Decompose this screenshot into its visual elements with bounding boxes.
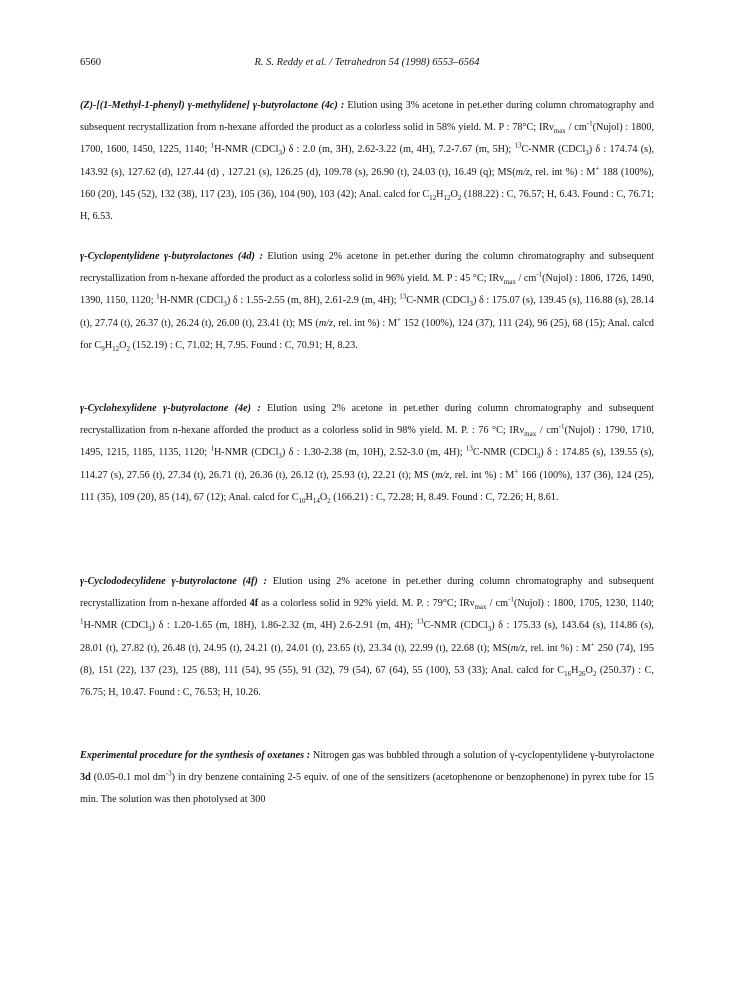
compound-title-4d: γ-Cyclopentylidene γ-butyrolactones (4d) : xyxy=(80,251,263,262)
paragraph-body-4d: Elution using 2% acetone in pet.ether during the column chromatography and subsequent recrystallization from n-hexane afforded the product as a colorless solid in 96% yield. M. P : 45 °C; $IR\nu_{max} / cm^{-1}(Nujol)$ : 1806, 1726, 1490, 1390, 1150, 1120; $^1$H-NMR (CDCl$_3$) δ : 1.55-2.55 (m, 8H), 2.61-2.9 (m, 4H); $^{13}$C-NMR (CDCl$_3$) δ : 175.07 (s), 139.45 (s), 116.88 (s), 28.14 (t), 27.74 (t), 26.37 (t), 26.24 (t), 26.00 (t), 23.41 (t); MS (m/z, rel. int %) : M+ 152 (100%), 124 (37), 111 (24), 96 (25), 68 (15); Anal. calcd for $C_9H_{12}O_2$ (152.19) : C, 71.02; H, 7.95. Found : C, 70.91; H, 8.23. xyxy=(80,251,654,353)
paragraph-4c xyxy=(80,95,654,228)
page-header xyxy=(80,57,654,73)
paragraph-oxetane-procedure xyxy=(80,745,654,812)
compound-title-4c: (Z)-[(1-Methyl-1-phenyl) γ-methylidene] γ-butyrolactone (4c) : xyxy=(80,100,345,111)
compound-title-4f: γ-Cyclododecylidene γ-butyrolactone (4f) : xyxy=(80,576,267,587)
paragraph-4e xyxy=(80,398,654,509)
procedure-title: Experimental procedure for the synthesis of oxetanes : xyxy=(80,750,311,761)
compound-title-4e: γ-Cyclohexylidene γ-butyrolactone (4e) : xyxy=(80,403,261,414)
paragraph-body-4c: Elution using 3% acetone in pet.ether during column chromatography and subsequent recrystallization from n-hexane afforded the product as a colorless solid in 58% yield. M. P : 78°C; $IR\nu_{max} / cm^{-1}(Nujol)$ : 1800, 1700, 1600, 1450, 1225, 1140; $^1$H-NMR (CDCl$_3$) δ : 2.0 (m, 3H), 2.62-3.22 (m, 4H), 7.2-7.67 (m, 5H); $^{13}$C-NMR (CDCl$_3$) δ : 174.74 (s), 143.92 (s), 127.62 (d), 127.44 (d) , 127.21 (s), 126.25 (d), 109.78 (s), 26.90 (t), 24.03 (t), 16.49 (q); MS(m/z, rel. int %) : M+ 188 (100%), 160 (20), 145 (52), 132 (38), 117 (23), 105 (36), 104 (90), 103 (42); Anal. calcd for $C_{12}H_{12}O_2$ (188.22) : C, 76.57; H, 6.43. Found : C, 76.71; H, 6.53. xyxy=(80,100,655,223)
paragraph-4f xyxy=(80,571,654,704)
paragraph-body-procedure: Nitrogen gas was bubbled through a solution of γ-cyclopentylidene γ-butyrolactone 3d (0.05-0.1 mol $dm^{-3}$) in dry benzene containing 2-5 equiv. of one of the sensitizers (acetophenone or benzophenone) in pyrex tube for 15 min. The solution was then photolysed at 300 xyxy=(80,750,655,806)
paragraph-4d xyxy=(80,246,654,357)
paragraph-body-4e: Elution using 2% acetone in pet.ether during column chromatography and subsequent recrystallization from n-hexane afforded the product as a colorless solid in 98% yield. M. P. : 76 °C; $IR\nu_{max} / cm^{-1}(Nujol)$ : 1790, 1710, 1495, 1215, 1185, 1135, 1120; $^1$H-NMR (CDCl$_3$) δ : 1.30-2.38 (m, 10H), 2.52-3.0 (m, 4H); $^{13}$C-NMR (CDCl$_3$) δ : 174.85 (s), 139.55 (s), 114.27 (s), 27.56 (t), 27.34 (t), 26.71 (t), 26.36 (t), 26.12 (t), 25.93 (t), 22.21 (t); MS (m/z, rel. int %) : M+ 166 (100%), 137 (36), 124 (25), 111 (35), 109 (20), 85 (14), 67 (12); Anal. calcd for $C_{10}H_{14}O_2$ (166.21) : C, 72.28; H, 8.49. Found : C, 72.26; H, 8.61. xyxy=(80,403,655,505)
paragraph-body-4f: Elution using 2% acetone in pet.ether during column chromatography and subsequent recrystallization from n-hexane afforded 4f as a colorless solid in 92% yield. M. P. : 79°C; $IR\nu_{max} / cm^{-1}(Nujol)$ : 1800, 1705, 1230, 1140; $^1$H-NMR (CDCl$_3$) δ : 1.20-1.65 (m, 18H), 1.86-2.32 (m, 4H) 2.6-2.91 (m, 4H); $^{13}$C-NMR (CDCl$_3$) δ : 175.33 (s), 143.64 (s), 114.86 (s), 28.01 (t), 27.82 (t), 26.48 (t), 24.95 (t), 24.21 (t), 24.01 (t), 23.65 (t), 23.34 (t), 22.99 (t), 22.68 (t); MS(m/z, rel. int %) : M+ 250 (74), 195 (8), 151 (22), 137 (23), 125 (88), 111 (54), 95 (55), 91 (32), 79 (54), 67 (64), 55 (100), 53 (33); Anal. calcd for $C_{16}H_{26}O_2$ (250.37) : C, 76.75; H, 10.47. Found : C, 76.53; H, 10.26. xyxy=(80,576,655,699)
running-head: R. S. Reddy et al. / Tetrahedron 54 (1998) 6553–6564 xyxy=(254,57,480,68)
page-number: 6560 xyxy=(80,57,101,68)
